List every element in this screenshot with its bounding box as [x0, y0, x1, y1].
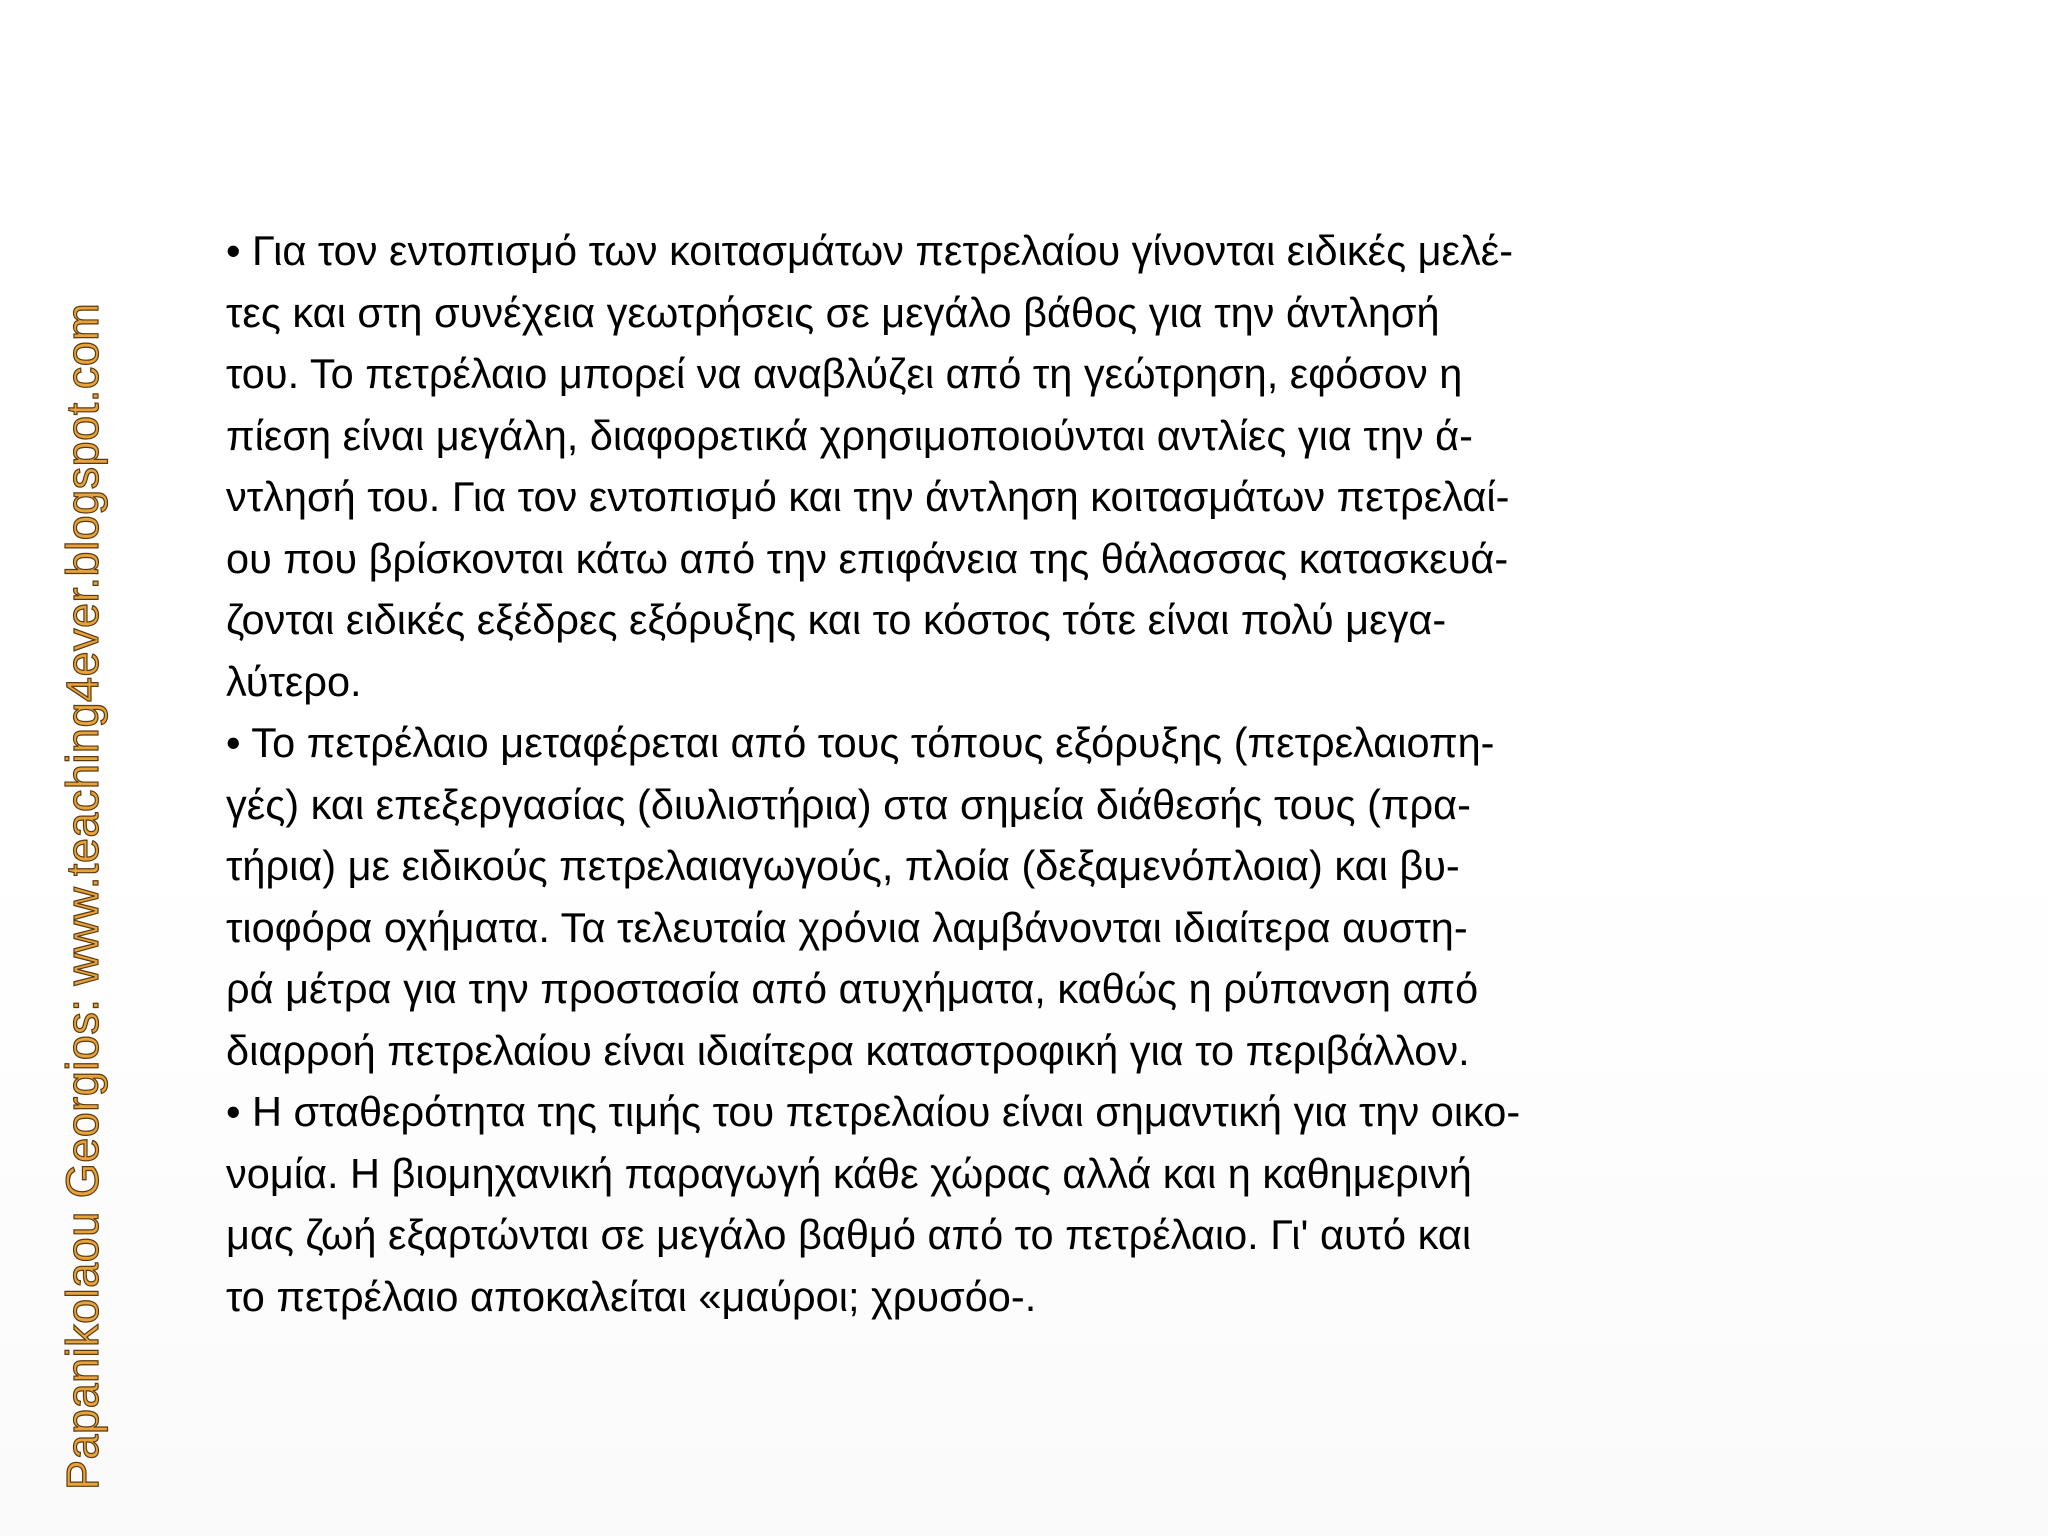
text-line: ρά μέτρα για την προστασία από ατυχήματα, καθώς η ρύπανση από [226, 965, 1479, 1012]
text-line: το πετρέλαιο αποκαλείται «μαύροι; χρυσόο-. [226, 1272, 1037, 1320]
text-line: νομία. Η βιομηχανική παραγωγή κάθε χώρας αλλά και η καθημερινή [226, 1149, 1472, 1197]
text-line: του. Το πετρέλαιο μπορεί να αναβλύζει από τη γεώτρηση, εφόσον η [226, 350, 1463, 397]
body-text [226, 220, 1866, 1327]
text-line: τήρια) με ειδικούς πετρελαιαγωγούς, πλοία (δεξαμενόπλοια) και βυ- [226, 842, 1460, 889]
text-line: πίεση είναι μεγάλη, διαφορετικά χρησιμοποιούνται αντλίες για την ά- [226, 411, 1473, 459]
text-line: γές) και επεξεργασίας (διυλιστήρια) στα σημεία διάθεσής τους (πρα- [226, 780, 1471, 828]
text-line: • Το πετρέλαιο μεταφέρεται από τους τόπους εξόρυξης (πετρελαιοπη- [226, 719, 1495, 766]
text-line: ζονται ειδικές εξέδρες εξόρυξης και το κόστος τότε είναι πολύ μεγα- [226, 596, 1447, 643]
watermark-author-url: Papanikolaou Georgios: www.teaching4ever.blogspot.com [57, 302, 108, 1490]
text-line: μας ζωή εξαρτώνται σε μεγάλο βαθμό από το πετρέλαιο. Γι' αυτό και [226, 1211, 1472, 1258]
text-line: τιοφόρα οχήματα. Τα τελευταία χρόνια λαμβάνονται ιδιαίτερα αυστη- [226, 903, 1468, 951]
text-line: τες και στη συνέχεια γεωτρήσεις σε μεγάλο βάθος για την άντλησή [226, 288, 1440, 336]
text-line: διαρροή πετρελαίου είναι ιδιαίτερα καταστροφική για το περιβάλλον. [226, 1026, 1470, 1074]
text-line: • Η σταθερότητα της τιμής του πετρελαίου είναι σημαντική για την οικο- [226, 1088, 1521, 1135]
text-line: λύτερο. [226, 657, 362, 705]
text-line: • Για τον εντοπισμό των κοιτασμάτων πετρελαίου γίνονται ειδικές μελέ- [226, 227, 1514, 274]
text-line: ου που βρίσκονται κάτω από την επιφάνεια της θάλασσας κατασκευά- [226, 534, 1509, 582]
text-line: ντλησή του. Για τον εντοπισμό και την άντληση κοιτασμάτων πετρελαί- [226, 473, 1510, 520]
